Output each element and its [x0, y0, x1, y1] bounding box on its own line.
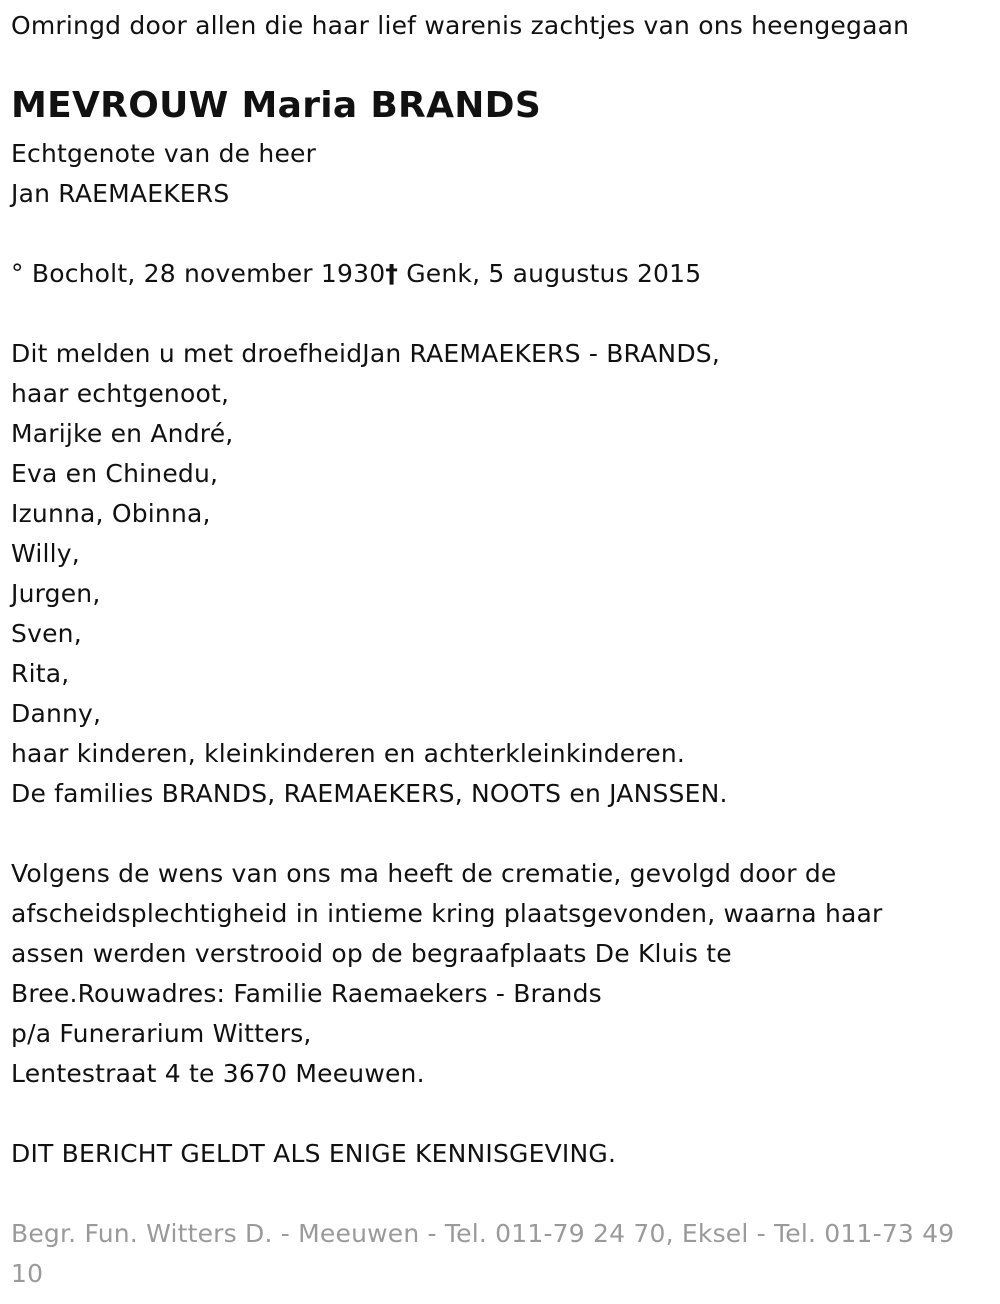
spouse-line: Jan RAEMAEKERS	[11, 179, 230, 208]
notice-text: DIT BERICHT GELDT ALS ENIGE KENNISGEVING.	[11, 1139, 617, 1168]
mourner-line: Willy,	[11, 539, 80, 568]
mourner-line: Eva en Chinedu,	[11, 459, 219, 488]
ceremony-line: afscheidsplechtigheid in intieme kring plaatsgevonden, waarna haar	[11, 899, 883, 928]
ceremony-block	[11, 854, 883, 1094]
spouse-block	[11, 134, 316, 214]
ceremony-line: assen werden verstrooid op de begraafplaats De Kluis te	[11, 939, 732, 968]
mourner-line: haar kinderen, kleinkinderen en achterkleinkinderen.	[11, 739, 686, 768]
funeral-home-footer: Begr. Fun. Witters D. - Meeuwen - Tel. 011-79 24 70, Eksel - Tel. 011-73 49 10	[11, 1219, 955, 1288]
death-text: Genk, 5 augustus 2015	[398, 259, 702, 288]
mourner-line: Danny,	[11, 699, 102, 728]
ceremony-line: Lentestraat 4 te 3670 Meeuwen.	[11, 1059, 425, 1088]
ceremony-line: Bree.Rouwadres: Familie Raemaekers - Brands	[11, 979, 602, 1008]
dates-block	[11, 254, 701, 294]
mourner-line: Rita,	[11, 659, 70, 688]
cross-icon: †	[385, 259, 399, 288]
mourner-line: Marijke en André,	[11, 419, 234, 448]
mourner-line: De families BRANDS, RAEMAEKERS, NOOTS en JANSSEN.	[11, 779, 728, 808]
intro-text: Omringd door allen die haar lief warenis zachtjes van ons heengegaan	[11, 11, 910, 40]
spouse-line: Echtgenote van de heer	[11, 139, 317, 168]
mourners-block	[11, 334, 728, 814]
mourner-line: haar echtgenoot,	[11, 379, 230, 408]
mourner-line: Sven,	[11, 619, 82, 648]
ceremony-line: Volgens de wens van ons ma heeft de crematie, gevolgd door de	[11, 859, 837, 888]
mourner-line: Dit melden u met droefheidJan RAEMAEKERS - BRANDS,	[11, 339, 720, 368]
notice-block	[11, 1134, 616, 1174]
ceremony-line: p/a Funerarium Witters,	[11, 1019, 312, 1048]
mourner-line: Izunna, Obinna,	[11, 499, 211, 528]
birth-text: ° Bocholt, 28 november 1930	[11, 259, 386, 288]
dates-line	[11, 254, 701, 294]
mourner-line: Jurgen,	[11, 579, 101, 608]
deceased-name: MEVROUW Maria BRANDS	[11, 85, 542, 126]
